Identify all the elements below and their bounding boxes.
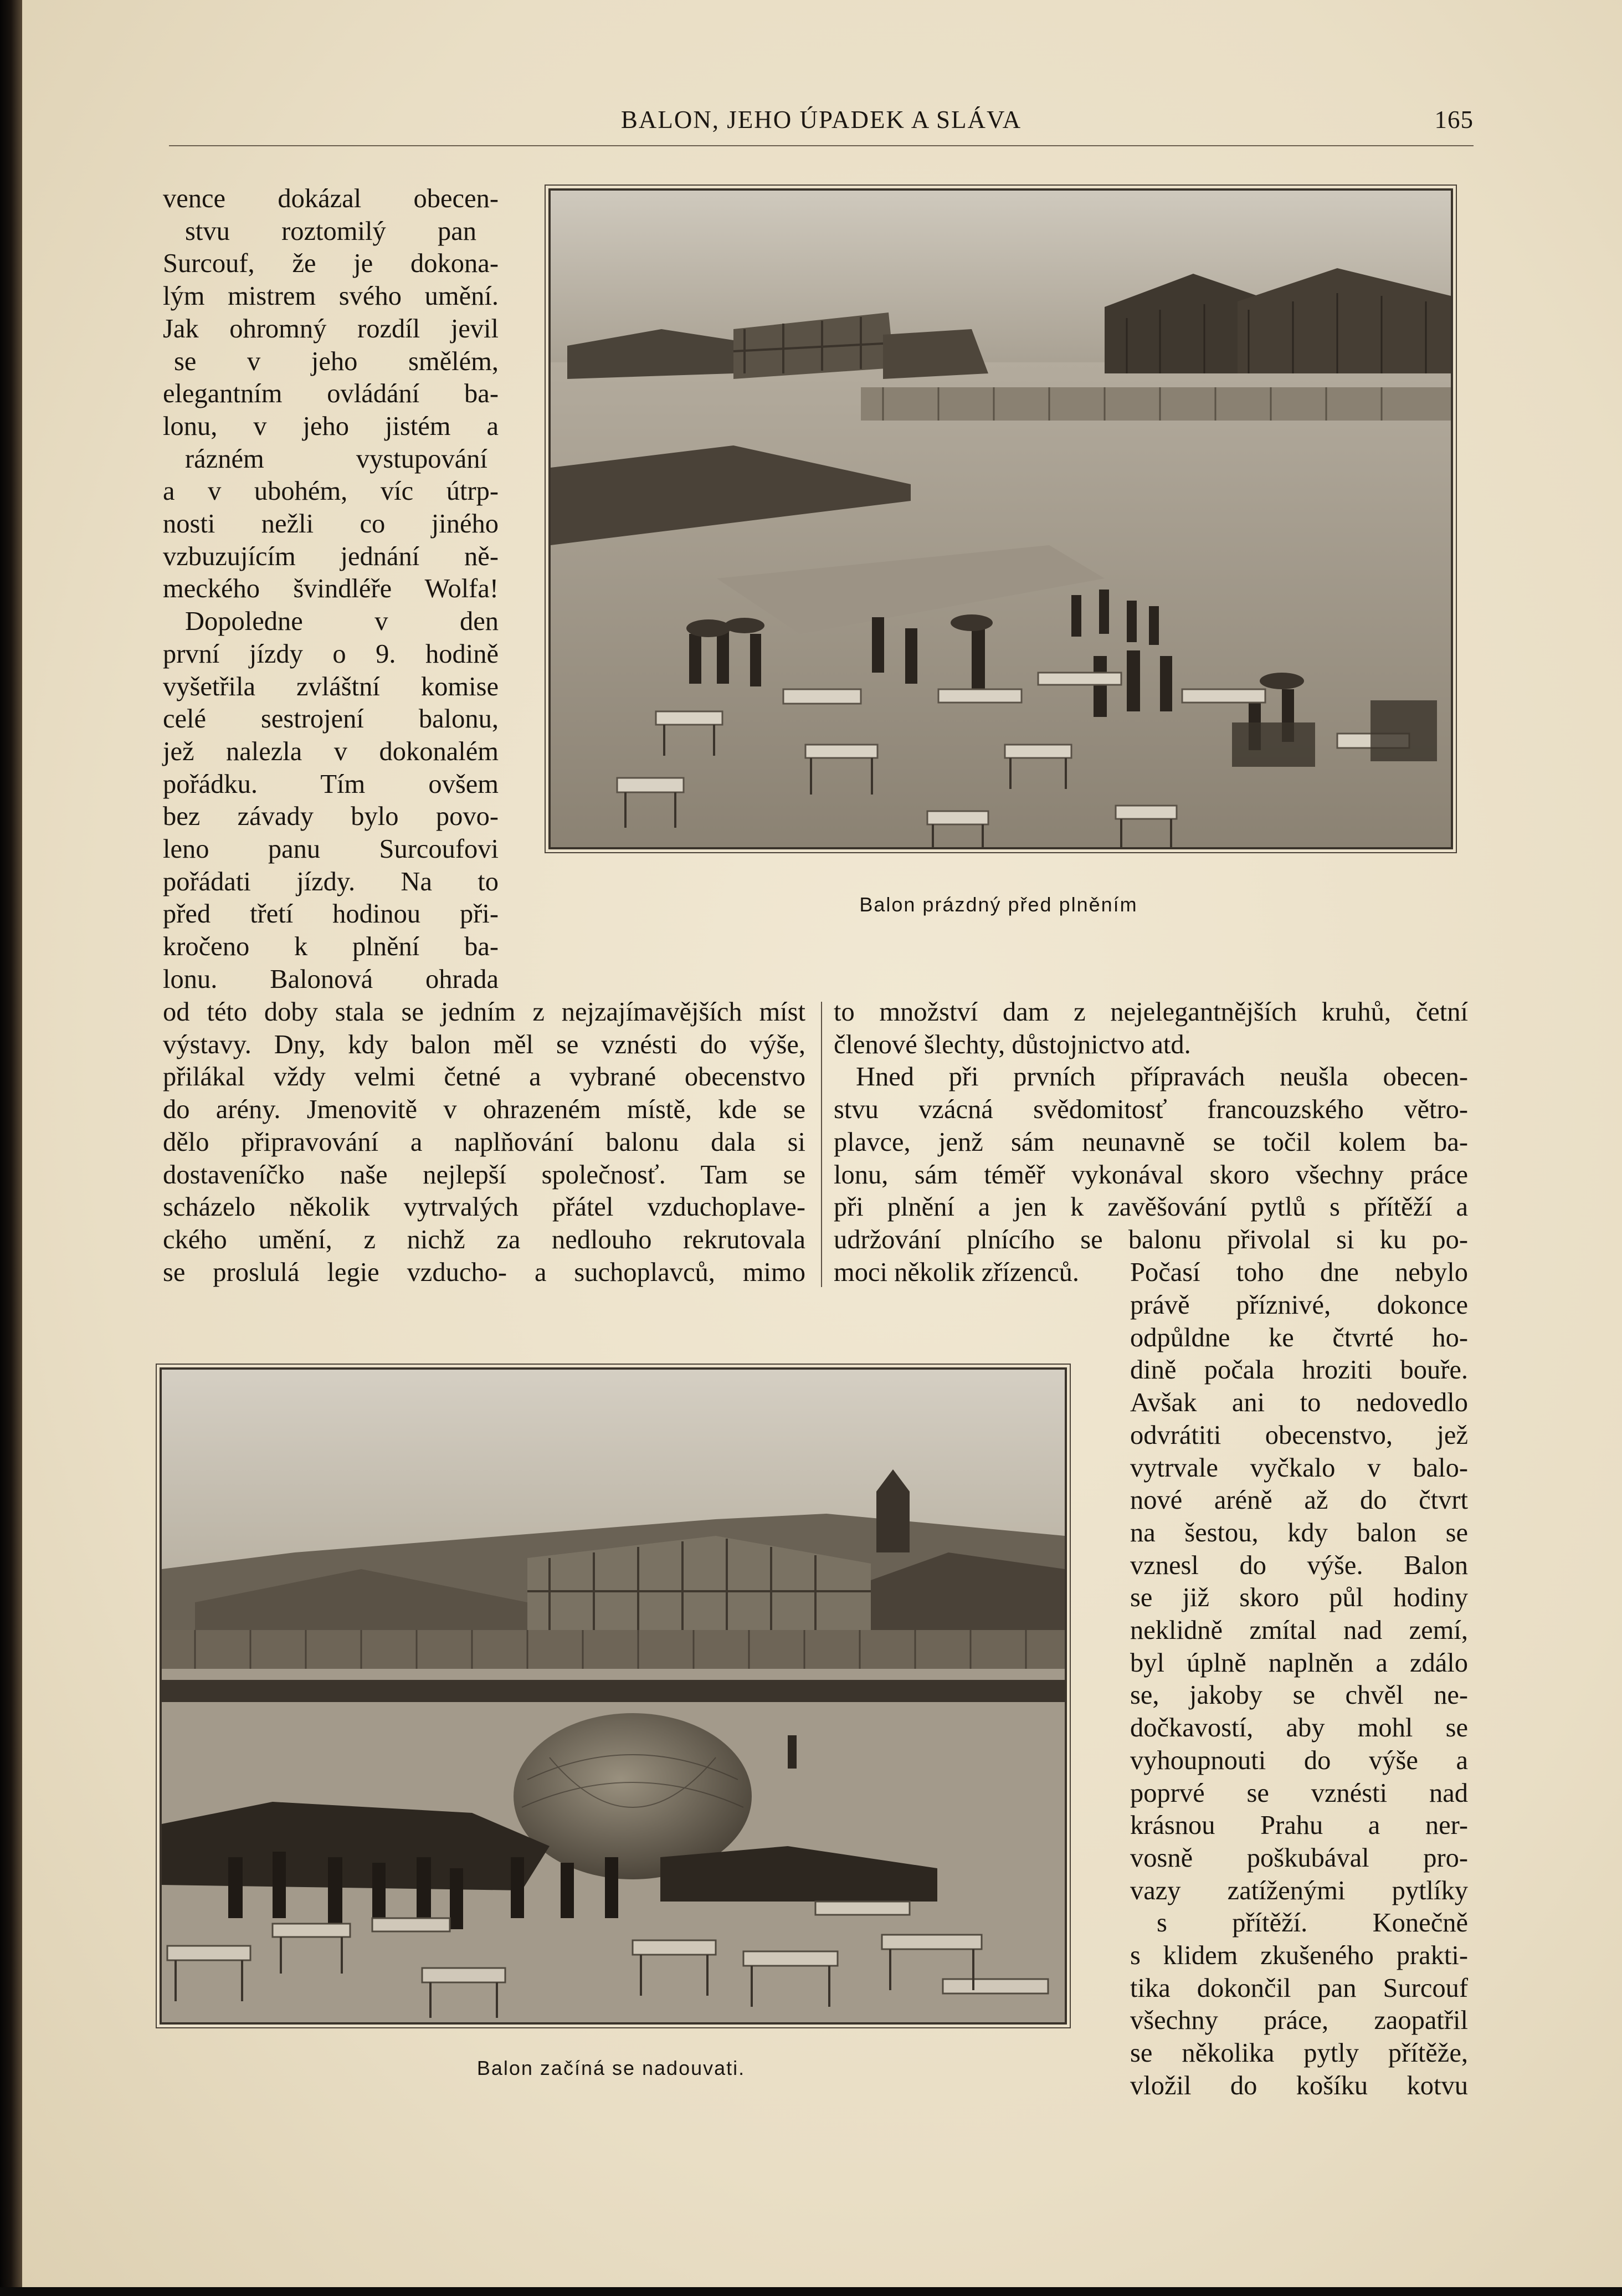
text-line: leno panu Surcoufovi [163,834,499,864]
column-divider [821,1002,822,1287]
text-line: lonu, v jeho jistém a [163,411,499,441]
text-column-top-left [163,183,499,996]
text-line: vložil do košíku kotvu [1130,2070,1468,2100]
text-line: rázném vystupování [185,444,487,474]
text-line: vyšetřila zvláštní komise [163,672,499,701]
caption-bottom-photo: Balon začíná se nadouvati. [476,2057,746,2079]
text-line: neklidně zmítal nad zemí, [1130,1616,1468,1646]
text-line: od této doby stala se jedním z nejzajímavějších míst [163,997,805,1027]
text-line: při plnění a jen k zavěšování pytlů s přítěží a [834,1192,1468,1222]
text-line: Jak ohromný rozdíl jevil [163,314,499,344]
text-line-continuation [1130,1257,1468,1289]
text-line: Počasí toho dne nebylo [1130,1258,1468,1287]
text-line: lonu, sám téměř vykonával skoro všechny práce [834,1160,1468,1190]
text-line: stvu roztomilý pan [185,216,476,246]
text-line: lým mistrem svého umění. [163,281,499,311]
text-line: odvrátiti obecenstvo, jež [1130,1420,1468,1450]
photo-balloon-inflating [160,1367,1067,2025]
text-line: stvu vzácná svědomitosť francouzského větro- [834,1095,1468,1125]
text-line: Dopoledne v den [185,607,499,637]
text-line: jež nalezla v dokonalém [163,736,499,766]
text-line: krásnou Prahu a ner- [1130,1811,1468,1841]
text-line: kročeno k plnění ba- [163,932,499,962]
scan-bottom-edge [0,2287,1622,2296]
text-line: to množství dam z nejelegantnějších kruhů, četní [834,997,1468,1027]
text-line: celé sestrojení balonu, [163,704,499,734]
text-line: se již skoro půl hodiny [1130,1583,1468,1613]
text-line: moci několik zřízenců. [834,1257,1080,1287]
photo-empty-balloon [548,188,1453,849]
text-line: pořádati jízdy. Na to [163,867,499,896]
text-line: první jízdy o 9. hodině [163,639,499,669]
text-line: se proslulá legie vzducho- a suchoplavců, mimo [163,1257,805,1287]
text-column-middle-right [834,996,1468,1289]
text-line: před třetí hodinou při- [163,899,499,929]
text-line: byl úplně naplněn a zdálo [1130,1648,1468,1678]
page-number: 165 [1434,106,1474,134]
text-column-bottom-right [1130,1289,1468,2103]
photo-balloon-inflating-image [162,1370,1065,2022]
text-line: elegantním ovládání ba- [163,379,499,409]
text-line: scházelo několik vytrvalých přátel vzduchoplave- [163,1192,805,1222]
text-line: vznesl do výše. Balon [1130,1550,1468,1580]
text-line: se v jeho smělém, [174,346,499,376]
text-line: na šestou, kdy balon se [1130,1518,1468,1547]
text-line: členové šlechty, důstojnictvo atd. [834,1029,1191,1059]
text-line: dělo připravování a naplňování balonu dala si [163,1127,805,1157]
text-line: nové aréně až do čtvrt [1130,1485,1468,1515]
text-line: lonu. Balonová ohrada [163,964,499,994]
text-line: vytrvale vyčkalo v balo- [1130,1453,1468,1483]
text-line: s klidem zkušeného prakti- [1130,1941,1468,1971]
text-line: vence dokázal obecen- [163,184,499,213]
photo-empty-balloon-image [551,191,1451,847]
text-line: Avšak ani to nedovedlo [1130,1388,1468,1418]
text-line: a v ubohém, víc útrp- [163,476,499,506]
text-line: ckého umění, z nichž za nedlouho rekrutovala [163,1224,805,1254]
text-column-middle-left [163,996,805,1289]
text-line: bez závady bylo povo- [163,802,499,832]
text-line: udržování plnícího se balonu přivolal si ku po- [834,1224,1468,1254]
text-line: tika dokončil pan Surcouf [1130,1973,1468,2003]
text-line: pořádku. Tím ovšem [163,769,499,799]
text-line: vazy zatíženými pytlíky [1130,1875,1468,1905]
text-line: se několika pytly přítěže, [1130,2038,1468,2068]
text-line: výstavy. Dny, kdy balon měl se vznésti do výše, [163,1029,805,1059]
text-line: vzbuzujícím jednání ně- [163,541,499,571]
text-line: přilákal vždy velmi četné a vybrané obecenstvo [163,1062,805,1092]
text-line: se, jakoby se chvěl ne- [1130,1680,1468,1710]
text-line: s přítěží. Konečně [1157,1908,1468,1938]
text-line: nosti nežli co jiného [163,509,499,539]
text-line: plavce, jenž sám neunavně se točil kolem ba- [834,1127,1468,1157]
text-line: odpůldne ke čtvrté ho- [1130,1323,1468,1352]
text-line: Surcouf, že je dokona- [163,249,499,279]
text-line: vyhoupnouti do výše a [1130,1745,1468,1775]
text-line: všechny práce, zaopatřil [1130,2006,1468,2036]
caption-top-photo: Balon prázdný před plněním [859,893,1138,916]
text-line: meckého švindléře Wolfa! [163,574,499,604]
text-line: právě příznivé, dokonce [1130,1290,1468,1320]
text-line: do arény. Jmenovitě v ohrazeném místě, kde se [163,1095,805,1125]
book-page [22,0,1622,2296]
text-line: dině počala hroziti bouře. [1130,1355,1468,1385]
text-line: dočkavostí, aby mohl se [1130,1713,1468,1743]
text-line: Hned při prvních přípravách neušla obecen- [856,1062,1468,1092]
text-line: vosně poškubával pro- [1130,1843,1468,1873]
running-title: BALON, JEHO ÚPADEK A SLÁVA [620,106,1022,134]
running-header [169,101,1474,146]
text-line: poprvé se vznésti nad [1130,1778,1468,1808]
text-line: dostaveníčko naše nejlepší společnosť. Tam se [163,1160,805,1190]
